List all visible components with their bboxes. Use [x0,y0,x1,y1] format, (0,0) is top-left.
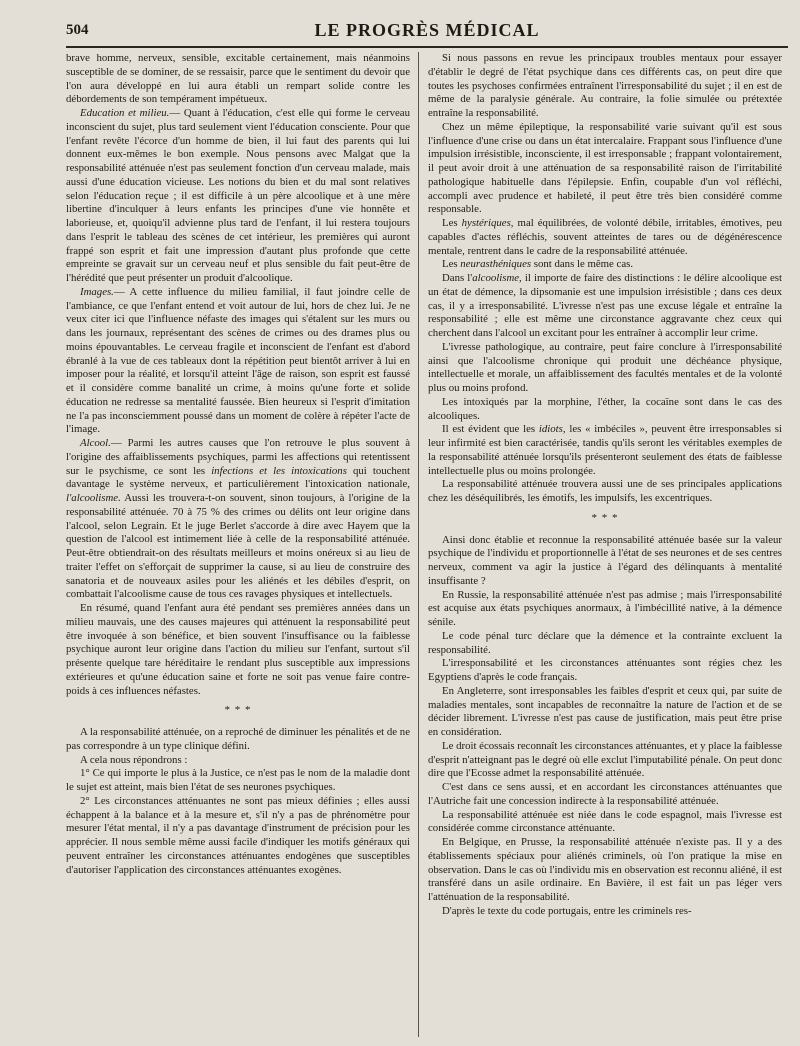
paragraph: En Russie, la responsabilité atténuée n'est pas admise ; mais l'irresponsabilité est acquise aux états psychiques anormaux, à l'imbécillité native, à la démence sénile. [428,588,782,628]
emphasis: neurasthéniques [460,258,532,271]
paragraph-education [66,107,410,286]
emphasis: l'alcoolisme. [66,492,121,504]
paragraph: Le code pénal turc déclare que la démence et la contrainte excluent la responsabilité. [428,629,782,656]
paragraph: En résumé, quand l'enfant aura été pendant ses premières années dans un milieu mauvais, une des causes majeures qui atténuent la responsabilité peut être invoquée à son bénéfice, et bien souvent l'insuffisance ou la faiblesse psychique auront leur origine dans l'action du milieu sur l'enfant, surtout s'il présente quelque tare héréditaire le rendant plus susceptible aux impressions extérieures et qu'une éducation saine et forte ne soit pas venue faire contre-poids à ces influences néfastes. [66,602,410,697]
paragraph: L'ivresse pathologique, au contraire, peut faire conclure à l'irresponsabilité ainsi que l'alcoolisme chronique qui produit une déchéance physique, intellectuelle et morale, un affaiblissement des facultés mentales et de la volonté plus ou moins profond. [428,340,782,394]
paragraph-text: Il est évident que les [442,423,539,436]
paragraph: Ainsi donc établie et reconnue la responsabilité atténuée basée sur la valeur psychique de l'individu et proportionnelle à l'état de ses neurones et de ses centres nerveux, comment va agir la justice à l'égard des délinquants à mentalité insuffisante ? [428,533,782,587]
header-rule [66,46,788,48]
page-header [66,20,788,44]
page-number: 504 [66,22,89,38]
paragraph-neurastheniques [428,258,782,272]
column-divider [418,52,419,1037]
paragraph: brave homme, nerveux, sensible, excitable certainement, mais néanmoins susceptible de se dominer, de se ressaisir, parce que le sentiment du devoir que l'on aura développé en lui aura établi un rempart solide contre les débordements de son tempérament impétueux. [66,52,410,106]
paragraph-alcoolisme [428,272,782,341]
paragraph: En Angleterre, sont irresponsables les faibles d'esprit et ceux qui, par suite de maladies mentales, sont incapables de reconnaître la nature de l'action et de se décider librement. L'ivresse n'est pas cause de justification, mais peut être prise en considération. [428,684,782,738]
left-column [66,52,410,877]
paragraph: C'est dans ce sens aussi, et en accordant les circonstances atténuantes que l'Autriche fait une concession indirecte à la responsabilité atténuée. [428,781,782,807]
paragraph-text: — Quant à l'éducation, c'est elle qui forme le cerveau inconscient du sujet, plus tard seulement vient l'éducation consciente. Pour que l'enfant revête l'écorce d'un homme de bien, il lui faut des parents qui lui donnent eux-mêmes le bon exemple. Nous pensons avec Malgat que la responsabilité atténuée n'est pas seulement fonction d'un cerveau malade, mais aussi d'une éducation vicieuse. Les notions du bien et du mal sont relatives selon l'éducation reçue ; il est difficile à un père alcoolique et à une mère libertine d'inculquer à leurs enfants les principes d'une vie honnête et laborieuse, et, quoiqu'il advienne plus tard de l'enfant, il lui restera toujours dans l'esprit le tableau des scènes de cet intérieur, les premières qui auront frappé son esprit et fait une impression d'autant plus profonde que cette empreinte se gravait sur un cerveau neuf et plus sensible du fait peut-être de l'hérédité que peut présenter un produit d'alcoolique. [66,107,410,284]
paragraph: A la responsabilité atténuée, on a reproché de diminuer les pénalités et de ne pas correspondre à un type clinique défini. [66,726,410,752]
paragraph-text: il importe de faire des distinctions : le délire alcoolique est un état de démence, la dipsomanie est une impulsion irrésistible ; dans ces deux cas, il y a irresponsabilité. L'ivresse n'est pas une excuse légale et entraîne la responsabilité ; elle est même une circonstance aggravante chez ceux qui cherchent dans l'alcool un excitant pour les entraîner à accomplir leur crime. [428,272,782,339]
emphasis: infections et les intoxications [211,464,347,477]
right-column [428,52,782,919]
paragraph-alcool [66,437,410,602]
paragraph: 2° Les circonstances atténuantes ne sont pas mieux définies ; elles aussi échappent à la balance et à la mesure et, s'il n'y a pas de phrénomètre pour mesurer l'état mental, il n'y a pas davantage d'instrument de précision pour les apprécier. Il nous semble même aussi facile d'indiquer les motifs généraux qui peuvent entraîner les circonstances atténuantes endogènes que susceptibles d'autoriser l'application des circonstances atténuantes exogènes. [66,794,410,876]
paragraph-text: les « imbéciles », peuvent être irresponsables si leur infirmité est bien caractérisée, tandis qu'ils seront les véritables exemples de la responsabilité atténuée lorsqu'ils présenteront seulement des états de faiblesse intellectuelle plus ou moins prolongée. [428,423,782,477]
emphasis: alcoolisme, [472,272,522,284]
emphasis: idiots, [538,423,566,436]
section-separator: * * * [591,511,619,524]
paragraph: 1° Ce qui importe le plus à la Justice, ce n'est pas le nom de la maladie dont le sujet est atteint, mais bien l'état de ses neurones psychiques. [66,767,410,793]
section-label: Images. [80,285,114,298]
paragraph: Si nous passons en revue les principaux troubles mentaux pour essayer d'établir le degré de l'état psychique dans ces différents cas, on peut dire que toutes les psychoses confirmées entraînent l'irresponsabilité du sujet ; il en est de même de la paralysie générale. Au contraire, la folie simulée ou prétextée entraîne la responsabilité. [428,52,782,119]
paragraph-text: sont dans le même cas. [531,258,634,271]
paragraph: Les intoxiqués par la morphine, l'éther, la cocaïne sont dans le cas des alcooliques. [428,395,782,422]
paragraph: La responsabilité atténuée est niée dans le code espagnol, mais l'ivresse est considérée comme circonstance atténuante. [428,808,782,835]
paragraph: D'après le texte du code portugais, entre les criminels res- [442,904,692,917]
paragraph-text: — Parmi les autres causes que l'on retrouve le plus souvent à l'origine des affaiblissements psychiques, parmi les affections qui retentissent sur le psychisme, ce sont les [66,437,410,477]
section-label: Education et milieu. [80,107,170,119]
paragraph-hysteriques [428,217,782,258]
paragraph-text: qui touchent davantage le système nerveux, et particulièrement l'intoxication nationale, [66,464,410,491]
paragraph-text: mal équilibrées, de volonté débile, irritables, émotives, peu capables d'actes réfléchis, souvent atteintes de tares ou de dégénérescence mentale, rentrent dans le cadre de la responsabilité atténuée. [428,217,782,257]
paragraph: Chez un même épileptique, la responsabilité varie suivant qu'il est sous l'influence d'une crise ou dans un état intercalaire. Frappant sous l'influence d'une impulsion irrésistible, inconsciente, il est irresponsable ; frappant volontairement, il peut avoir droit à une atténuation de sa responsabilité raison de l'irritabilité pathologique habituelle dans l'épilepsie. Enfin, coupable d'un vol réfléchi, accompli avec prudence et habileté, il peut être très bien considéré comme responsable. [428,120,782,216]
paragraph-idiots [428,423,782,478]
paragraph-text: Dans l' [442,272,473,284]
emphasis: hystériques, [461,217,514,229]
paragraph-text: Aussi les trouvera-t-on souvent, sinon toujours, à l'origine de la responsabilité atténuée. 70 à 75 % des crimes ou délits ont leur origine dans l'alcool, selon Legrain. Et le juge Berlet s'accorde à dire avec Hayem que la question de l'alcool est intimement liée à celle de la responsabilité atténuée. Peut-être obtiendrait-on des résultats meilleurs et moins onéreux si au lieu de traiter l'effet on s'efforçait de supprimer la cause, si au lieu de construire des sanatoria et de nouveaux asiles pour les aliénés et les débiles d'esprit, on combattait l'alcoolisme cause de tous ces ravages physiques et intellectuels. [66,492,410,601]
paragraph-text: Les [442,258,461,271]
section-label: Alcool. [80,437,111,449]
paragraph: Le droit écossais reconnaît les circonstances atténuantes, et y place la faiblesse d'esprit n'atteignant pas le degré où elle exclut l'imputabilité pénale. On peut donc dire que l'Ecosse admet la responsabilité atténuée. [428,739,782,780]
paragraph-text: Les [442,217,462,229]
journal-title: LE PROGRÈS MÉDICAL [314,20,540,40]
paragraph: La responsabilité atténuée trouvera aussi une de ses principales applications chez les déséquilibrés, les émotifs, les impulsifs, les excentriques. [428,478,782,504]
paragraph-images [66,286,410,437]
paragraph: En Belgique, en Prusse, la responsabilité atténuée n'existe pas. Il y a des établissements spéciaux pour aliénés criminels, où l'on pratique la mise en observation. Dans le cas où l'individu mis en observation est reconnu aliéné, il est transféré dans un asile ordinaire. En Bavière, il est fait un pas léger vers l'atténuation de la responsabilité. [428,836,782,903]
section-separator: * * * [224,704,252,717]
paragraph: L'irresponsabilité et les circonstances atténuantes sont régies chez les Egyptiens d'après le code français. [428,657,782,683]
paragraph: A cela nous répondrons : [80,753,188,766]
paragraph-text: — A cette influence du milieu familial, il faut joindre celle de l'ambiance, ce que l'enfant entend et voit autour de lui, hors de chez lui. Je ne veux citer ici que l'influence néfaste des images qui s'étalent sur les murs ou dans les journaux, représentant des scènes de crimes ou des drames plus ou moins épouvantables. Le cerveau fragile et inconscient de l'enfant est d'abord ébranlé à la vue de ces tableaux dont la répétition peut bientôt arriver à lui en imposer pour la réalité, et lorsqu'il atteint l'âge de raison, son esprit est faussé et il considère comme banalité un crime, à moins qu'une forte et solide éducation ne redresse sa mentalité faussée. Bien heureux si l'esprit d'imitation ne l'a pas inconsciemment poussé dans un moment de colère à répéter l'acte de l'image. [66,285,410,436]
